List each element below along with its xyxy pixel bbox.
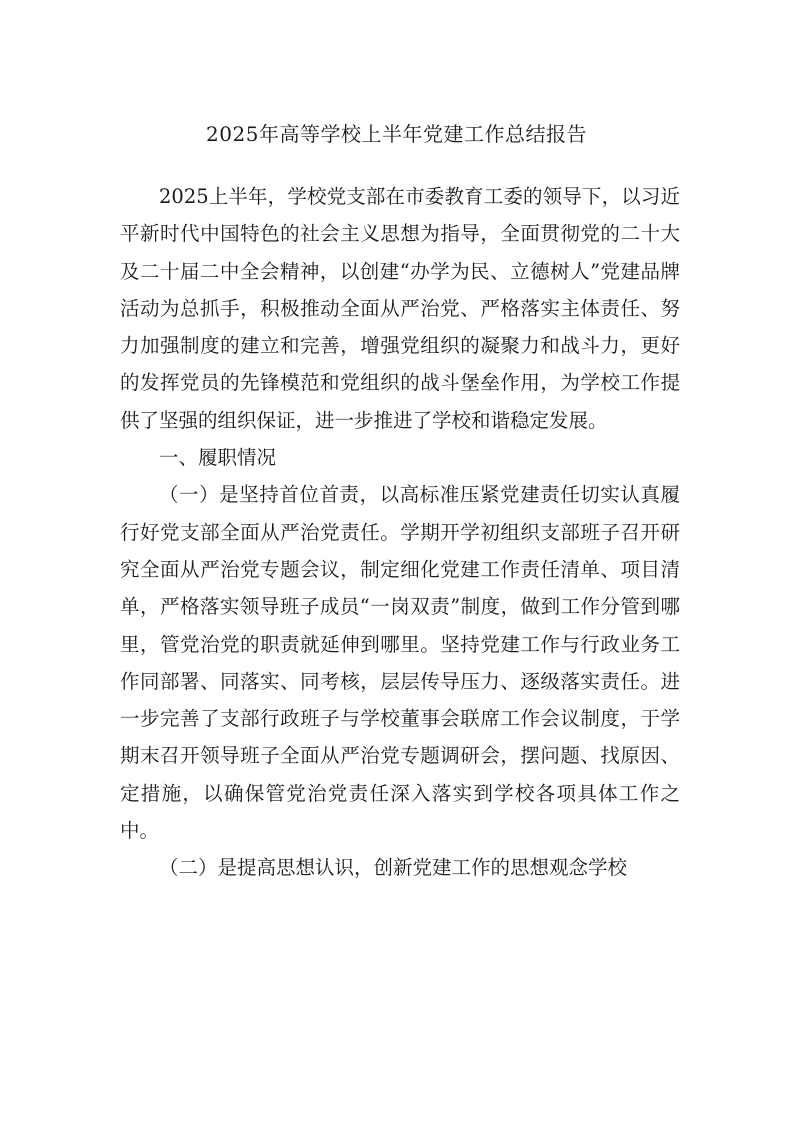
section-paragraph-1: （一）是坚持首位首责，以高标准压紧党建责任切实认真履行好党支部全面从严治党责任。学期开学初组织支部班子召开研究全面从严治党专题会议，制定细化党建工作责任清单、项目清单，严格落实领导班子成员“一岗双责”制度，做到工作分管到哪里，管党治党的职责就延伸到哪里。坚持党建工作与行政业务工作同部署、同落实、同考核，层层传导压力、逐级落实责任。进一步完善了支部行政班子与学校董事会联席工作会议制度，于学期末召开领导班子全面从严治党专题调研会，摆问题、找原因、定措施，以确保管党治党责任深入落实到学校各项具体工作之中。 <box>120 483 680 843</box>
document-body <box>120 178 680 887</box>
intro-paragraph: 2025上半年，学校党支部在市委教育工委的领导下，以习近平新时代中国特色的社会主义思想为指导，全面贯彻党的二十大及二十届二中全会精神，以创建“办学为民、立德树人”党建品牌活动为总抓手，积极推动全面从严治党、严格落实主体责任、努力加强制度的建立和完善，增强党组织的凝聚力和战斗力，更好的发挥党员的先锋模范和党组织的战斗堡垒作用，为学校工作提供了坚强的组织保证，进一步推进了学校和谐稳定发展。 <box>120 185 680 432</box>
document-title: 2025年高等学校上半年党建工作总结报告 <box>206 122 587 146</box>
section-heading: 一、履职情况 <box>159 446 277 470</box>
section-paragraph-2: （二）是提高思想认识，创新党建工作的思想观念学校 <box>159 856 628 880</box>
